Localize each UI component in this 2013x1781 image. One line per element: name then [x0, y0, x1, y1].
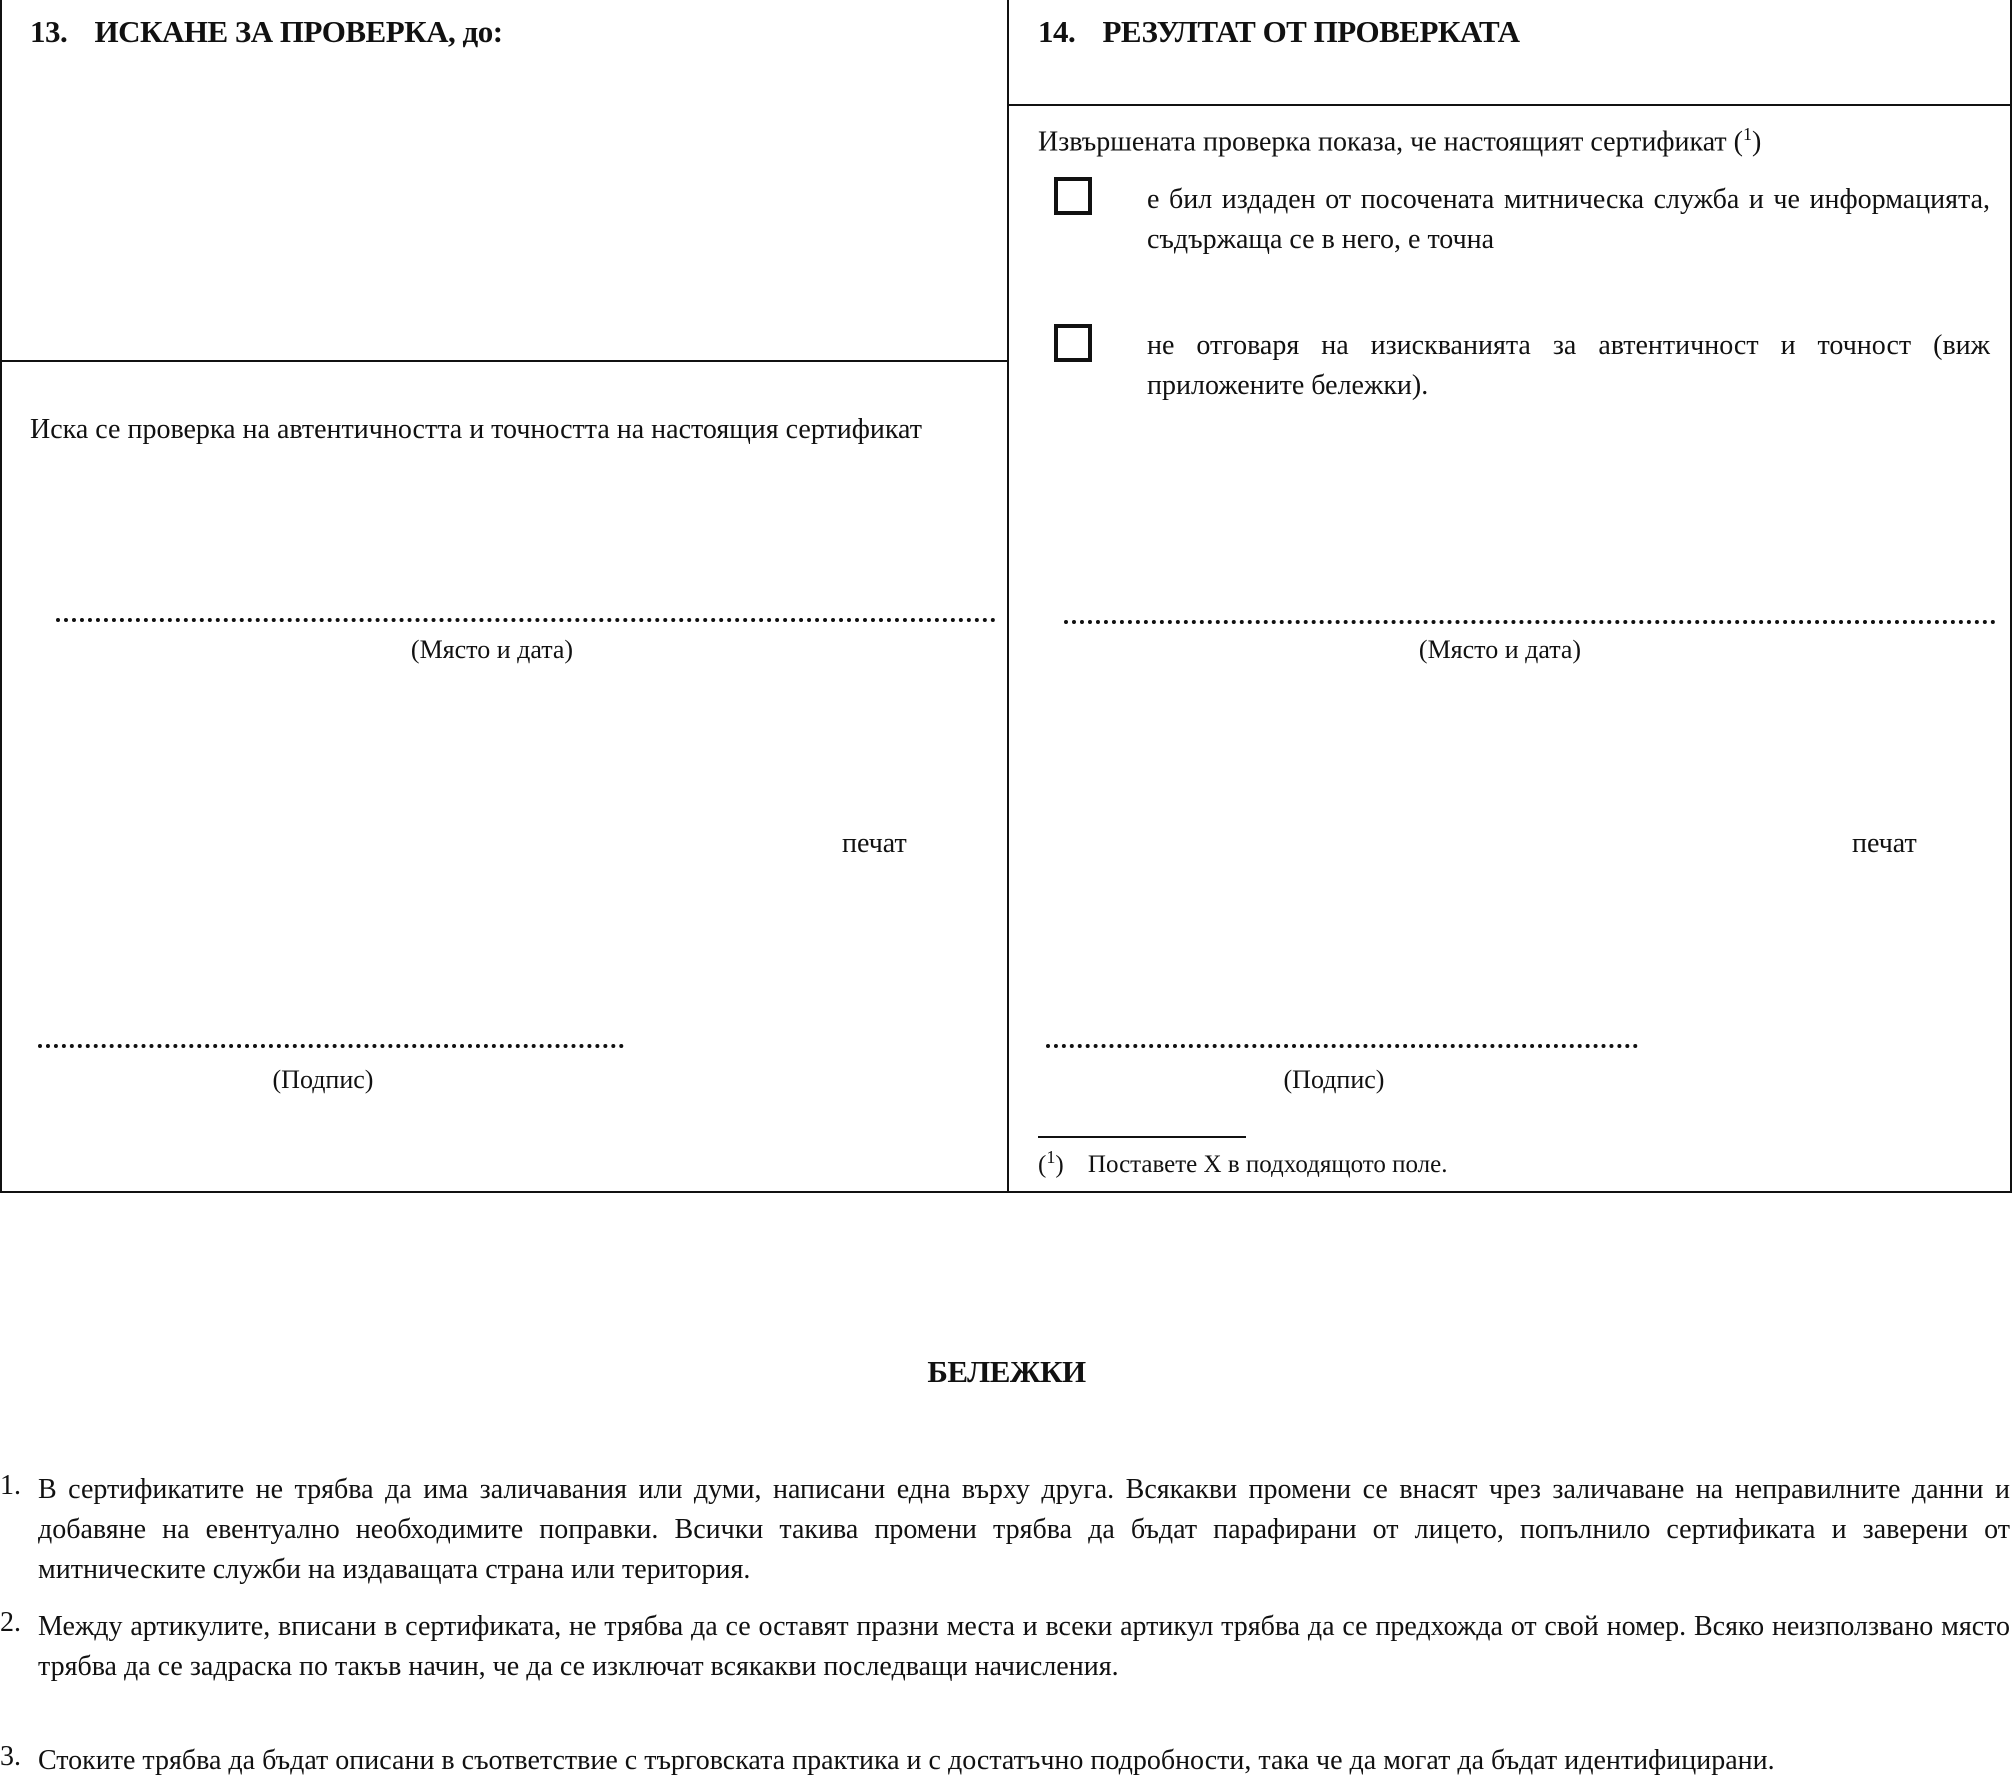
notes-title: БЕЛЕЖКИ: [927, 1354, 1086, 1389]
form-left-border: [0, 0, 2, 1193]
footnote-ref: 1: [1046, 1147, 1056, 1167]
box13-signature-line: [38, 1044, 624, 1048]
note-1-number: 1.: [0, 1470, 21, 1501]
note-3-number: 3.: [0, 1741, 21, 1772]
authentic-checkbox[interactable]: [1054, 177, 1092, 215]
box14-divider: [1007, 104, 2012, 106]
box13-place-date-line: [56, 618, 996, 622]
box14-place-date-line: [1064, 620, 1996, 624]
box14-heading: [1038, 14, 1520, 50]
not-authentic-checkbox[interactable]: [1054, 324, 1092, 362]
form-center-divider: [1007, 0, 1009, 1193]
form-right-border: [2010, 0, 2012, 1193]
box14-intro-footnote-ref: 1: [1742, 124, 1752, 144]
footnote-separator: [1038, 1136, 1246, 1138]
note-3-text: Стоките трябва да бъдат описани в съответствие с търговската практика и с достатъчно подробности, така че да могат да бъдат идентифицирани.: [38, 1745, 1775, 1776]
box14-title: РЕЗУЛТАТ ОТ ПРОВЕРКАТА: [1102, 14, 1520, 49]
box14-number: 14.: [1038, 14, 1076, 49]
box13-stamp-label: печат: [842, 828, 907, 859]
box13-place-date-caption: (Място и дата): [410, 635, 574, 664]
note-2-text: Между артикулите, вписани в сертификата, не трябва да се оставят празни места и всеки артикул трябва да се предхожда от свой номер. Всяко неизползвано място трябва да се задраска по такъв начин, че да се изключат всякакви последващи начисления.: [38, 1611, 2010, 1682]
box13-request-text: Иска се проверка на автентичността и точността на настоящия сертификат: [30, 414, 922, 445]
box13-number: 13.: [30, 14, 68, 49]
box14-option1-text: е бил издаден от посочената митническа служба и че информацията, съдържаща се в него, е точна: [1147, 184, 1990, 255]
footnote-text: Поставете X в подходящото поле.: [1087, 1151, 1448, 1179]
note-2-number: 2.: [0, 1607, 21, 1638]
box13-divider: [0, 360, 1009, 362]
box14-stamp-label: печат: [1852, 828, 1917, 859]
box14-option2-text: не отговаря на изискванията за автентичност и точност (виж приложените бележки).: [1147, 330, 1990, 401]
box14-footnote: ($^1$) Поставете X в подходящото поле.: [1038, 1147, 1448, 1179]
box13-heading: [30, 14, 503, 50]
form-bottom-border: [0, 1191, 2012, 1193]
box13-title: ИСКАНЕ ЗА ПРОВЕРКА, до:: [94, 14, 503, 49]
box14-place-date-caption: (Място и дата): [1418, 635, 1582, 664]
box13-signature-caption: (Подпис): [272, 1065, 374, 1094]
note-1-text: В сертификатите не трябва да има заличавания или думи, написани една върху друга. Всякакви промени се внасят чрез заличаване на неправилните данни и добавяне на евентуално необходимите поправки. Всички такива промени трябва да бъдат парафирани от лицето, попълнило сертификата и заверени от митническите служби на издаващата страна или територия.: [38, 1474, 2010, 1585]
box14-signature-caption: (Подпис): [1283, 1065, 1385, 1094]
box14-intro-text: Извършената проверка показа, че настоящият сертификат ($^1$): [1038, 124, 1762, 158]
box14-signature-line: [1046, 1044, 1638, 1048]
